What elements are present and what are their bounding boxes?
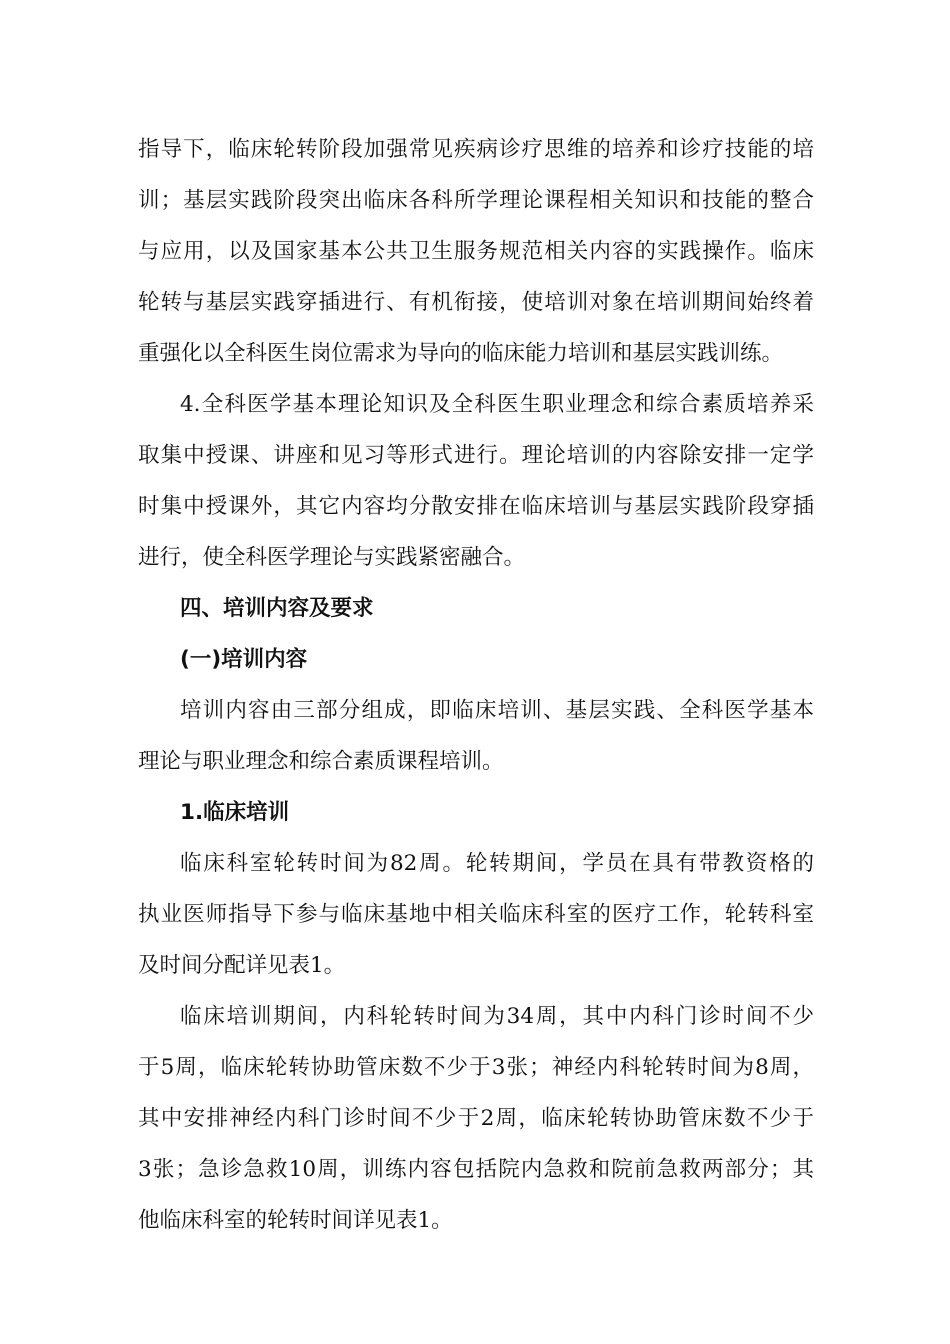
para1-line-5: 重强化以全科医生岗位需求为导向的临床能力培训和基层实践训练。 (138, 341, 784, 366)
para5-line-2: 于5周，临床轮转协助管床数不少于3张；神经内科轮转时间为8周， (138, 1055, 814, 1080)
para2-line-3: 时集中授课外，其它内容均分散安排在临床培训与基层实践阶段穿插 (138, 494, 814, 519)
section-heading: 四、培训内容及要求 (180, 596, 374, 621)
para4-line-1: 临床科室轮转时间为82周。轮转期间，学员在具有带教资格的 (180, 851, 814, 876)
para5-line-4: 3张；急诊急救10周，训练内容包括院内急救和院前急救两部分；其 (138, 1157, 814, 1182)
para2-line-4: 进行，使全科医学理论与实践紧密融合。 (138, 545, 526, 570)
para5-line-1: 临床培训期间，内科轮转时间为34周，其中内科门诊时间不少 (180, 1004, 814, 1029)
para1-line-2: 训；基层实践阶段突出临床各科所学理论课程相关知识和技能的整合 (138, 188, 814, 213)
para3-line-2: 理论与职业理念和综合素质课程培训。 (138, 749, 504, 774)
para5-line-5: 他临床科室的轮转时间详见表1。 (138, 1208, 453, 1233)
para2-line-2: 取集中授课、讲座和见习等形式进行。理论培训的内容除安排一定学 (138, 443, 814, 468)
para5-line-3: 其中安排神经内科门诊时间不少于2周，临床轮转协助管床数不少于 (138, 1106, 814, 1131)
para2-line-1: 4.全科医学基本理论知识及全科医生职业理念和综合素质培养采 (180, 392, 814, 417)
para4-line-2: 执业医师指导下参与临床基地中相关临床科室的医疗工作，轮转科室 (138, 902, 814, 927)
subsection-heading: (一)培训内容 (180, 647, 308, 672)
para3-line-1: 培训内容由三部分组成，即临床培训、基层实践、全科医学基本 (180, 698, 814, 723)
para1-line-4: 轮转与基层实践穿插进行、有机衔接，使培训对象在培训期间始终着 (138, 290, 814, 315)
para1-line-3: 与应用，以及国家基本公共卫生服务规范相关内容的实践操作。临床 (138, 239, 814, 264)
item-heading: 1.临床培训 (180, 800, 290, 825)
para4-line-3: 及时间分配详见表1。 (138, 953, 346, 978)
para1-line-1: 指导下，临床轮转阶段加强常见疾病诊疗思维的培养和诊疗技能的培 (138, 137, 814, 162)
